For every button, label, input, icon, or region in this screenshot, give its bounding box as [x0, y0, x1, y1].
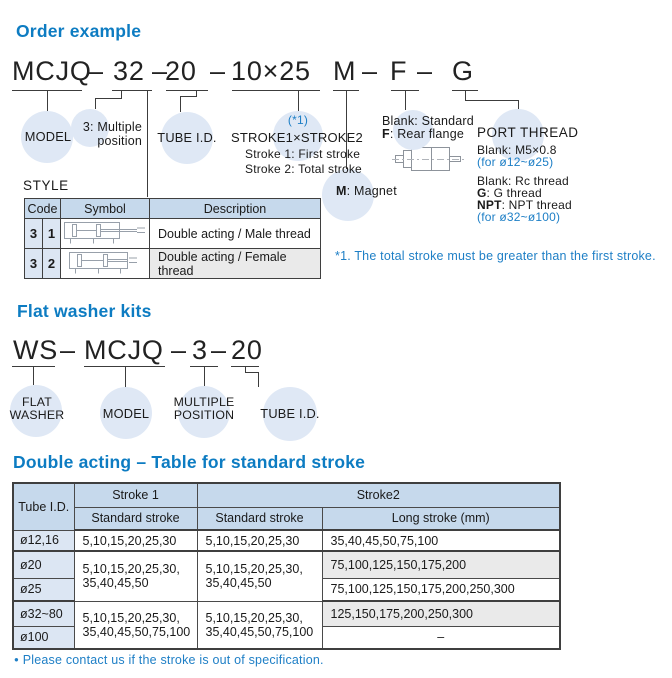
stroke-footnote-ref: (*1)	[287, 113, 309, 127]
code-magnet: M	[333, 56, 357, 86]
code-dash: –	[362, 56, 378, 86]
code-stroke: 10×25	[231, 56, 311, 86]
cylinder-symbol-female-thread	[61, 249, 150, 279]
style-header-code: Code	[25, 199, 61, 219]
tube-id-cell: ø32~80	[13, 601, 74, 626]
stroke2-standard-cell: 5,10,15,20,25,30, 35,40,45,50,75,100	[197, 601, 322, 649]
code-port: G	[452, 56, 474, 86]
washer-model-label: MODEL	[102, 406, 150, 421]
washer-code-tube: 20	[231, 335, 263, 365]
bullet-icon: ●	[14, 655, 20, 664]
long-stroke-cell: 75,100,125,150,175,200	[322, 551, 560, 578]
long-stroke-cell: –	[322, 626, 560, 649]
washer-code-dash: –	[211, 335, 227, 365]
stroke-notes: Stroke 1: First stroke Stroke 2: Total stroke	[245, 147, 362, 176]
magnet-label: M: Magnet	[336, 184, 397, 198]
style-header-symbol: Symbol	[61, 199, 150, 219]
code-position: 32	[113, 56, 145, 86]
stroke1-standard-cell: 5,10,15,20,25,30, 35,40,45,50,75,100	[74, 601, 197, 649]
washer-code-model: MCJQ	[84, 335, 164, 365]
col-header-tube-id: Tube I.D.	[13, 483, 74, 530]
style-table	[24, 198, 321, 279]
col-subheader-long: Long stroke (mm)	[322, 507, 560, 530]
col-subheader-standard1: Standard stroke	[74, 507, 197, 530]
long-stroke-cell: 125,150,175,200,250,300	[322, 601, 560, 626]
code-flange: F	[390, 56, 408, 86]
washer-code-pos: 3	[192, 335, 208, 365]
long-stroke-cell: 75,100,125,150,175,200,250,300	[322, 578, 560, 601]
style-code-digit: 3	[25, 249, 43, 279]
position-label: 3: Multiple position	[82, 120, 142, 148]
cylinder-symbol-male-thread	[61, 219, 150, 249]
stroke2-standard-cell: 5,10,15,20,25,30	[197, 530, 322, 551]
stroke1-standard-cell: 5,10,15,20,25,30	[74, 530, 197, 551]
long-stroke-cell: 35,40,45,50,75,100	[322, 530, 560, 551]
style-row-male	[25, 219, 321, 249]
contact-note: ● Please contact us if the stroke is out of specification.	[14, 653, 324, 667]
flat-washer-label: FLAT WASHER	[9, 395, 65, 422]
style-code-digit: 1	[43, 219, 61, 249]
style-header-description: Description	[150, 199, 321, 219]
stroke2-standard-cell: 5,10,15,20,25,30, 35,40,45,50	[197, 551, 322, 601]
tube-id-cell: ø12,16	[13, 530, 74, 551]
tube-id-cell: ø25	[13, 578, 74, 601]
washer-code-dash: –	[171, 335, 187, 365]
footnote-total-stroke: *1. The total stroke must be greater than the first stroke.	[335, 249, 656, 263]
flat-washer-heading: Flat washer kits	[17, 301, 152, 321]
order-example-heading: Order example	[16, 21, 142, 41]
standard-stroke-table	[12, 482, 561, 650]
flange-label: Blank: Standard F: Rear flange	[382, 114, 474, 141]
stroke-table-heading: Double acting – Table for standard stroke	[13, 452, 366, 472]
style-description: Double acting / Female thread	[150, 249, 321, 279]
model-label: MODEL	[24, 129, 72, 144]
code-dash: –	[152, 56, 168, 86]
table-row	[13, 601, 560, 626]
tube-id-cell: ø20	[13, 551, 74, 578]
stroke1-standard-cell: 5,10,15,20,25,30, 35,40,45,50	[74, 551, 197, 601]
washer-code-ws: WS	[13, 335, 59, 365]
col-header-stroke2: Stroke2	[197, 483, 560, 507]
rear-flange-diagram	[392, 148, 465, 171]
col-subheader-standard2: Standard stroke	[197, 507, 322, 530]
tube-id-cell: ø100	[13, 626, 74, 649]
port-thread-details: Blank: M5×0.8 (for ø12~ø25) Blank: Rc thread G: G thread NPT: NPT thread (for ø32~ø100)	[477, 143, 572, 225]
port-thread-title: PORT THREAD	[477, 125, 579, 140]
washer-tube-label: TUBE I.D.	[260, 406, 320, 421]
washer-position-label: MULTIPLE POSITION	[173, 395, 235, 422]
code-dash: –	[417, 56, 433, 86]
style-code-digit: 3	[25, 219, 43, 249]
washer-code-dash: –	[60, 335, 76, 365]
tube-label: TUBE I.D.	[157, 130, 217, 145]
stroke-label: STROKE1×STROKE2	[231, 130, 363, 145]
code-dash: –	[88, 56, 104, 86]
style-row-female	[25, 249, 321, 279]
style-code-digit: 2	[43, 249, 61, 279]
col-header-stroke1: Stroke 1	[74, 483, 197, 507]
code-tube-id: 20	[165, 56, 197, 86]
table-row	[13, 551, 560, 578]
table-row	[13, 530, 560, 551]
style-title: STYLE	[23, 178, 69, 193]
code-dash: –	[210, 56, 226, 86]
style-description: Double acting / Male thread	[150, 219, 321, 249]
code-model: MCJQ	[12, 56, 92, 86]
